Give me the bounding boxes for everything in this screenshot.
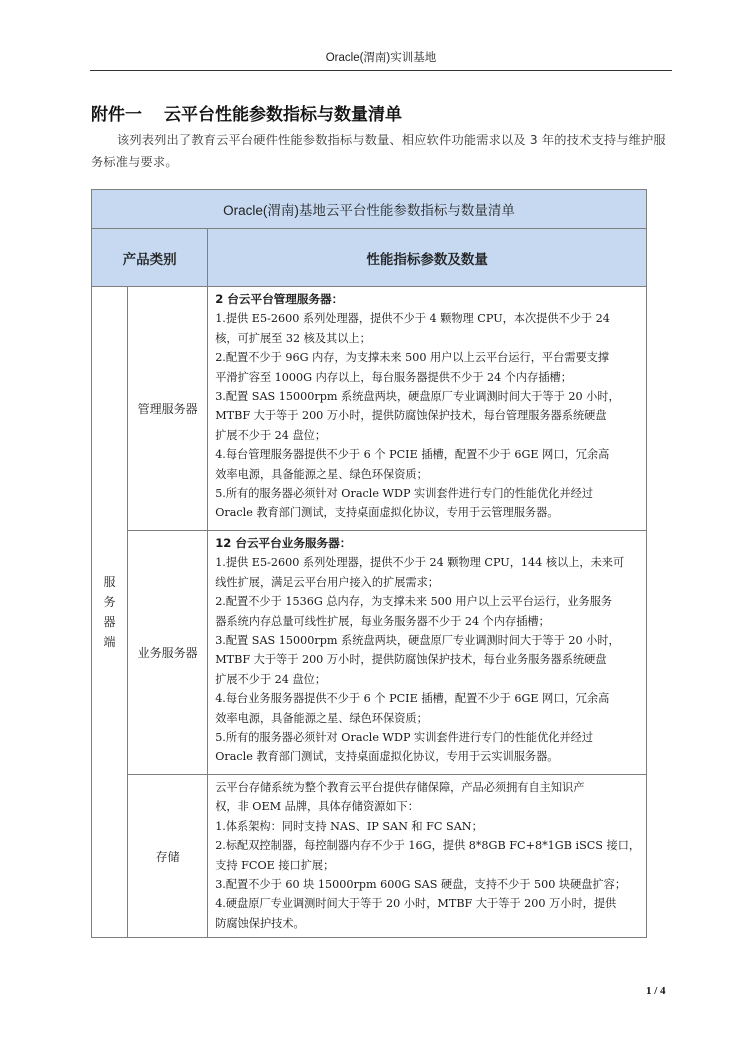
table-caption: Oracle(渭南)基地云平台性能参数指标与数量清单 — [92, 190, 647, 229]
table-row — [92, 775, 647, 938]
page-number: 1 / 4 — [646, 985, 666, 997]
spec-line: 云平台存储系统为整个教育云平台提供存储保障，产品必须拥有自主知识产 — [215, 781, 585, 794]
group-label-char: 服 — [103, 575, 116, 590]
spec-line: 权，非 OEM 品牌，具体存储资源如下： — [215, 800, 419, 814]
running-header: Oracle(渭南)实训基地 — [325, 52, 437, 64]
table-row — [92, 531, 647, 775]
spec-line: 防腐蚀保护技术。 — [215, 916, 305, 930]
spec-line: MTBF 大于等于 200 万小时，提供防腐蚀保护技术，每台业务服务器系统硬盘 — [215, 653, 607, 667]
spec-cell — [208, 287, 647, 531]
column-header-spec: 性能指标参数及数量 — [208, 229, 647, 287]
spec-line: 2.配置不少于 96G 内存，为支撑未来 500 用户以上云平台运行，平台需要支撑 — [215, 351, 610, 365]
spec-line: 3.配置 SAS 15000rpm 系统盘两块，硬盘原厂专业调测时间大于等于 20 小时， — [215, 634, 620, 648]
group-label-char: 端 — [103, 635, 116, 650]
spec-line: 2 台云平台管理服务器： — [215, 292, 344, 306]
spec-line: 4.硬盘原厂专业调测时间大于等于 20 小时，MTBF 大于等于 200 万小时，提供 — [215, 897, 617, 911]
category-label: 存储 — [128, 775, 208, 938]
spec-line: 4.每台业务服务器提供不少于 6 个 PCIE 插槽，配置不少于 6GE 网口，冗余高 — [215, 692, 610, 706]
document-title — [91, 100, 402, 125]
group-label-server-side — [92, 287, 128, 938]
spec-line: MTBF 大于等于 200 万小时，提供防腐蚀保护技术，每台管理服务器系统硬盘 — [215, 409, 607, 423]
spec-line: 5.所有的服务器必须针对 Oracle WDP 实训套件进行专门的性能优化并经过 — [215, 731, 594, 745]
column-header-category: 产品类别 — [92, 229, 208, 287]
spec-line: 2.标配双控制器，每控制器内存不少于 16G，提供 8*8GB FC+8*1GB iSCS 接口， — [215, 839, 640, 853]
category-label: 管理服务器 — [128, 287, 208, 531]
spec-cell — [208, 775, 647, 938]
header-rule — [90, 70, 672, 71]
spec-table — [91, 189, 647, 938]
spec-cell — [208, 531, 647, 775]
spec-line: 1.提供 E5-2600 系列处理器，提供不少于 24 颗物理 CPU，144 核以上，未来可 — [215, 556, 625, 570]
spec-line: 器系统内存总量可线性扩展，每业务服务器不少于 24 个内存插槽； — [215, 614, 550, 628]
intro-paragraph: 该列表列出了教育云平台硬件性能参数指标与数量、相应软件功能需求以及 3 年的技术支持与维护服务标准与要求。 — [91, 133, 666, 169]
group-label-char: 务 — [103, 595, 116, 610]
spec-line: 4.每台管理服务器提供不少于 6 个 PCIE 插槽，配置不少于 6GE 网口，冗余高 — [215, 448, 610, 462]
spec-line: Oracle 教育部门测试，支持桌面虚拟化协议，专用于云实训服务器。 — [215, 750, 559, 764]
spec-line: 2.配置不少于 1536G 总内存，为支撑未来 500 用户以上云平台运行，业务服务 — [215, 595, 613, 609]
title-main: 云平台性能参数指标与数量清单 — [164, 105, 402, 125]
spec-line: 12 台云平台业务服务器： — [215, 536, 352, 550]
spec-line: 5.所有的服务器必须针对 Oracle WDP 实训套件进行专门的性能优化并经过 — [215, 487, 594, 501]
title-prefix: 附件一 — [91, 105, 142, 125]
spec-line: Oracle 教育部门测试，支持桌面虚拟化协议，专用于云管理服务器。 — [215, 506, 559, 520]
spec-line: 效率电源，具备能源之星、绿色环保资质； — [215, 467, 428, 481]
category-label: 业务服务器 — [128, 531, 208, 775]
spec-line: 线性扩展，满足云平台用户接入的扩展需求； — [215, 575, 439, 589]
spec-line: 扩展不少于 24 盘位； — [215, 672, 327, 686]
spec-line: 核，可扩展至 32 核及其以上； — [215, 331, 371, 345]
group-label-char: 器 — [103, 615, 116, 630]
table-row — [92, 287, 647, 531]
spec-line: 3.配置 SAS 15000rpm 系统盘两块，硬盘原厂专业调测时间大于等于 20 小时， — [215, 390, 620, 404]
spec-line: 支持 FCOE 接口扩展； — [215, 858, 335, 872]
spec-line: 效率电源，具备能源之星、绿色环保资质； — [215, 711, 428, 725]
spec-line: 扩展不少于 24 盘位； — [215, 428, 327, 442]
spec-line: 1.提供 E5-2600 系列处理器，提供不少于 4 颗物理 CPU，本次提供不少于 24 — [215, 312, 610, 326]
spec-line: 1.体系架构：同时支持 NAS、IP SAN 和 FC SAN； — [215, 819, 483, 833]
spec-line: 平滑扩容至 1000G 内存以上，每台服务器提供不少于 24 个内存插槽； — [215, 370, 572, 384]
spec-line: 3.配置不少于 60 块 15000rpm 600G SAS 硬盘，支持不少于 500 块硬盘扩容； — [215, 878, 627, 892]
